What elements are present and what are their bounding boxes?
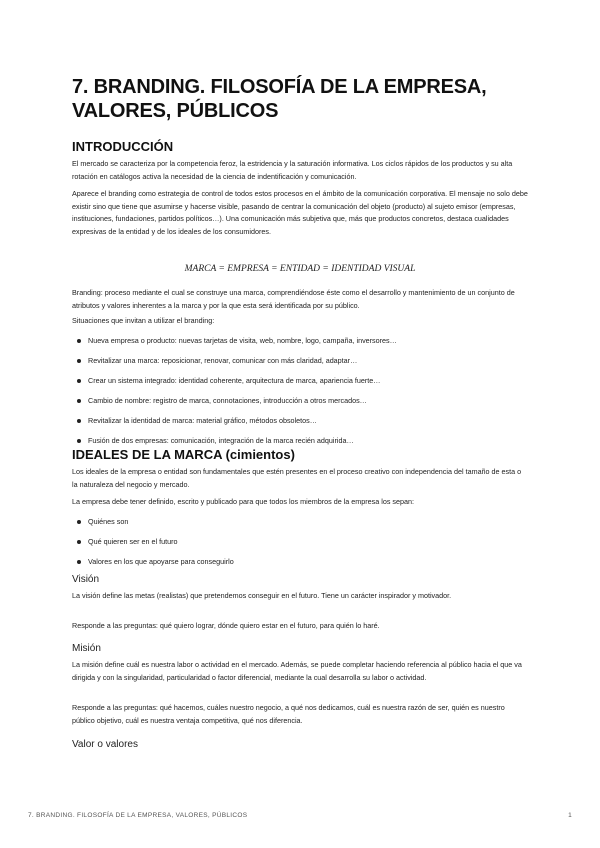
list-item: Valores en los que apoyarse para conseguirlo: [72, 556, 528, 576]
section-heading-introduccion: INTRODUCCIÓN: [72, 139, 174, 154]
list-item: Nueva empresa o producto: nuevas tarjetas de visita, web, nombre, logo, campaña, inversores…: [72, 335, 528, 355]
bullet-icon: [77, 540, 81, 544]
bullet-icon: [77, 399, 81, 403]
bullet-icon: [77, 520, 81, 524]
bullet-icon: [77, 560, 81, 564]
ideales-paragraph-1: Los ideales de la empresa o entidad son fundamentales que estén presentes en el proceso creativo con independencia del tamaño de esta o la naturaleza del negocio y mercado.: [72, 467, 522, 489]
page-title: 7. BRANDING. FILOSOFÍA DE LA EMPRESA, VALORES, PÚBLICOS: [72, 76, 487, 122]
mision-paragraph-1: La misión define cuál es nuestra labor o actividad en el mercado. Además, se puede completar haciendo referencia al público hacia el que va dirigida y con la singularidad, particularidad o factor diferencial, mediante la cual desarrolla su labor o actividad.: [72, 660, 522, 682]
subheading-valores: Valor o valores: [72, 739, 138, 750]
list-item: Revitalizar una marca: reposicionar, renovar, comunicar con más claridad, adaptar…: [72, 355, 528, 375]
ideales-list: [72, 516, 528, 576]
list-item: Revitalizar la identidad de marca: material gráfico, métodos obsoletos…: [72, 415, 528, 435]
bullet-icon: [77, 419, 81, 423]
bullet-icon: [77, 379, 81, 383]
bullet-icon: [77, 359, 81, 363]
list-item: Crear un sistema integrado: identidad coherente, arquitectura de marca, apariencia fuerte…: [72, 375, 528, 395]
intro-paragraph-2: Aparece el branding como estrategia de control de todos estos procesos en el ámbito de la comunicación corporativa. El mensaje no solo debe existir sino que tiene que asumirse y hacerse visible, pasando de centrar la comunicación del objeto (producto) al sujeto emisor (empresas, instituciones, fundaciones, partidos políticos…). Una comunicación más subjetiva que, más que productos concretos, destaca cualidades expresivas de la entidad y de los ideales de los consumidores.: [72, 189, 528, 236]
footer-title: 7. BRANDING. FILOSOFÍA DE LA EMPRESA, VALORES, PÚBLICOS: [28, 812, 248, 819]
vision-paragraph-1: La visión define las metas (realistas) que pretendemos conseguir en el futuro. Tiene un carácter inspirador y motivador.: [72, 591, 452, 600]
bullet-icon: [77, 339, 81, 343]
bullet-icon: [77, 439, 81, 443]
list-item: Cambio de nombre: registro de marca, connotaciones, introducción a otros mercados…: [72, 395, 528, 415]
vision-paragraph-2: Responde a las preguntas: qué quiero lograr, dónde quiero estar en el futuro, para quién lo haré.: [72, 621, 380, 630]
list-item: Quiénes son: [72, 516, 528, 536]
intro-paragraph-4: Situaciones que invitan a utilizar el branding:: [72, 316, 215, 325]
mision-paragraph-2: Responde a las preguntas: qué hacemos, cuáles nuestro negocio, a qué nos dedicamos, cuál es nuestra razón de ser, quién es nuestro público objetivo, cuál es nuestra ventaja competitiva, qué nos diferencia.: [72, 703, 505, 725]
ideales-paragraph-2: La empresa debe tener definido, escrito y publicado para que todos los miembros de la empresa los sepan:: [72, 497, 415, 506]
list-item: Fusión de dos empresas: comunicación, integración de la marca recién adquirida…: [72, 435, 528, 455]
subheading-vision: Visión: [72, 574, 100, 585]
intro-paragraph-1: El mercado se caracteriza por la competencia feroz, la estridencia y la saturación informativa. Los ciclos rápidos de los productos y su alta rotación en catálogos activa la necesidad de la ciencia de indentificación y comunicación.: [72, 159, 513, 181]
subheading-mision: Misión: [72, 643, 101, 654]
intro-paragraph-3: Branding: proceso mediante el cual se construye una marca, comprendiéndose éste como el desarrollo y mantenimiento de un conjunto de atributos y valores inherentes a la marca y por la que esta será identificada por su público.: [72, 288, 515, 310]
brand-formula: MARCA = EMPRESA = ENTIDAD = IDENTIDAD VISUAL: [184, 264, 416, 274]
section-heading-ideales: IDEALES DE LA MARCA (cimientos): [72, 447, 295, 462]
page-number: 1: [568, 812, 572, 819]
page-footer: [28, 812, 572, 819]
list-item: Qué quieren ser en el futuro: [72, 536, 528, 556]
branding-situations-list: [72, 335, 528, 455]
